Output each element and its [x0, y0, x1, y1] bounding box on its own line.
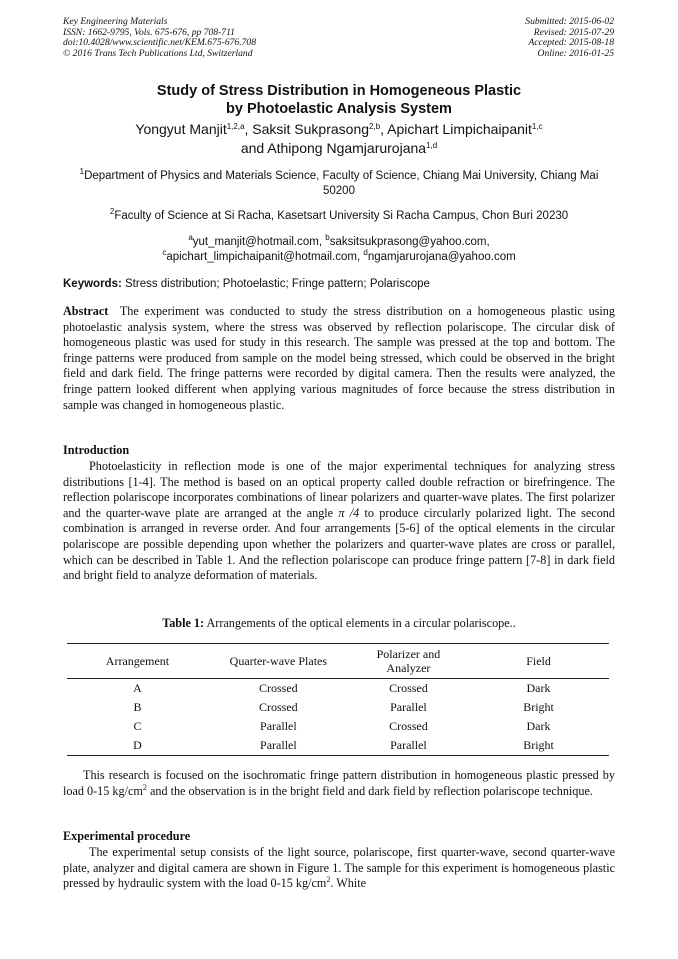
author-name: Yongyut Manjit — [135, 121, 227, 137]
date-accepted: Accepted: 2015-08-18 — [528, 37, 614, 49]
table-cell: D — [67, 736, 208, 756]
introduction-heading: Introduction — [63, 443, 130, 457]
table-cell: C — [133, 719, 142, 733]
table-row — [67, 717, 609, 736]
abstract-label: Abstract — [63, 304, 109, 318]
journal-copyright: © 2016 Trans Tech Publications Ltd, Switzerland — [63, 47, 253, 59]
email-mark: c — [162, 247, 167, 257]
title-line-2: by Photoelastic Analysis System — [226, 101, 452, 117]
research-text: and the observation is in the bright field and dark field by reflection polariscope technique. — [146, 783, 593, 798]
table-cell: Crossed — [389, 719, 428, 733]
table-caption-label: Table 1: — [162, 616, 205, 630]
table-cell: Parallel — [260, 719, 297, 733]
table-caption-text: Arrangements of the optical elements in a circular polariscope.. — [206, 616, 516, 630]
unit-superscript: 2 — [326, 875, 331, 885]
experimental-heading: Experimental procedure — [63, 829, 191, 843]
author-affil-mark: 1,d — [426, 141, 438, 150]
author-name: Apichart Limpichaipanit — [387, 121, 532, 137]
abstract — [63, 304, 615, 413]
table-header — [349, 644, 468, 679]
table-cell: A — [133, 681, 142, 695]
author-emails: $^a$yut_manjit@hotmail.com, $^b$saksitsukprasong@yahoo.com, $^c$apichart_limpichaipanit@hotmail.com, $^d$ngamjarurojana@yahoo.com — [162, 233, 516, 263]
table-cell: Crossed — [389, 681, 428, 695]
polariscope-table — [67, 643, 609, 756]
journal-doi: doi:10.4028/www.scientific.net/KEM.675-676.708 — [63, 37, 257, 49]
table-cell: Crossed — [259, 681, 298, 695]
experimental-paragraph — [63, 845, 615, 892]
email-mark: a — [188, 233, 193, 242]
experimental-text: The experimental setup consists of the light source, polariscope, first quarter-wave, second quarter-wave plate, analyzer and digital camera are shown in Figure 1. The sample for this experiment is homogeneous plastic pressed by hydraulic system with the load 0-15 kg/cm — [63, 845, 615, 891]
affiliation-mark: 1 — [79, 167, 85, 176]
author-name: Saksit Sukprasong — [252, 121, 370, 137]
table-row — [67, 679, 609, 699]
title-line-1: Study of Stress Distribution in Homogeneous Plastic — [156, 83, 522, 99]
table-cell: Dark — [526, 719, 551, 733]
table-cell: Parallel — [208, 736, 349, 756]
email-mark: b — [325, 233, 330, 242]
date-online: Online: 2016-01-25 — [537, 47, 614, 59]
affiliation-text: Faculty of Science at Si Racha, Kasetsart University Si Racha Campus, Chon Buri 20230 — [114, 210, 569, 222]
header-line: Polarizer and Analyzer — [376, 647, 441, 675]
affiliation-text: Department of Physics and Materials Science, Faculty of Science, Chiang Mai University, Chiang Mai 50200 — [84, 170, 599, 197]
affiliation-2 — [63, 209, 615, 224]
table-row — [67, 736, 609, 756]
affiliation-1 — [63, 169, 615, 199]
introduction-paragraph — [63, 459, 615, 584]
email-address[interactable]: yut_manjit@hotmail.com — [192, 236, 319, 248]
journal-info — [63, 17, 256, 59]
keywords-text: Stress distribution; Photoelastic; Fringe pattern; Polariscope — [125, 278, 430, 290]
email-mark: d — [363, 247, 368, 257]
intro-text: Photoelasticity in reflection mode is one of the major experimental techniques for analyzing stress distributions [1-4]. The method is based on an optical property called double refraction or birefringence. The reflection polariscope incorporates combinations of linear polarizers and quarter-wave plates. The first polarizer and the quarter-wave plate are arranged at the angle — [63, 459, 615, 520]
author-list: Yongyut Manjit$^{1,2,a}$, Saksit Sukprasong$^{2,b}$, Apichart Limpichaipanit$^{1,c}$ and Athipong Ngamjarurojana$^{1,d}$ — [135, 121, 543, 156]
table-row — [67, 698, 609, 717]
table-header: Field — [468, 644, 609, 679]
angle-symbol: π /4 — [338, 505, 360, 520]
intro-text: to produce circularly polarized light. The second combination is arranged in reverse order. And four arrangements [5-6] of the optical elements in the circular polariscope are possible depending upon whether the polarizers and quarter-wave plates are cross or parallel, which can be described in Table 1. And the reflection polariscope can produce fringe pattern [7-8] in dark field and bright field to analyze deformation of materials. — [63, 505, 615, 583]
keywords — [63, 277, 615, 292]
experimental-text: . White — [330, 876, 366, 891]
date-revised: Revised: 2015-07-29 — [533, 26, 614, 38]
author-name: Athipong Ngamjarurojana — [267, 140, 427, 156]
table-header: Quarter-wave Plates — [208, 644, 349, 679]
table-caption — [63, 616, 615, 631]
table-header-row — [67, 644, 609, 679]
table-cell: Parallel — [349, 736, 468, 756]
author-affil-mark: 2,b — [369, 122, 381, 131]
email-address[interactable]: apichart_limpichaipanit@hotmail.com — [166, 250, 357, 263]
journal-name: Key Engineering Materials — [63, 16, 168, 27]
author-conjunction: and — [240, 140, 265, 156]
table-header: Arrangement — [67, 644, 208, 679]
table-cell: Bright — [523, 700, 554, 714]
table-cell: Dark — [526, 681, 551, 695]
paper-title — [63, 82, 615, 118]
affiliation-mark: 2 — [109, 207, 115, 216]
email-address[interactable]: saksitsukprasong@yahoo.com — [329, 236, 487, 248]
date-submitted: Submitted: 2015-06-02 — [525, 16, 614, 27]
publication-dates — [525, 17, 614, 59]
unit-superscript: 2 — [142, 782, 147, 792]
table-cell: Crossed — [259, 700, 298, 714]
keywords-label: Keywords: — [63, 278, 122, 290]
table-cell: Bright — [468, 736, 609, 756]
research-paragraph — [63, 768, 615, 799]
journal-issn: ISSN: 1662-9795, Vols. 675-676, pp 708-711 — [63, 26, 235, 38]
table-cell: B — [133, 700, 142, 714]
research-text: This research is focused on the isochromatic fringe pattern distribution in homogeneous plastic pressed by load 0-15 kg/cm — [63, 768, 615, 798]
table-cell: Parallel — [390, 700, 427, 714]
author-affil-mark: 1,c — [531, 122, 543, 131]
abstract-text: The experiment was conducted to study the stress distribution on a homogeneous plastic using photoelastic analysis system, where the stress was observed by reflection polariscope. The circular disk of homogeneous plastic was used for study in this research. The sample was pressed at the top and bottom. The fringe patterns were produced from sample on the model being stressed, which could be observed in the bright field and dark field. The fringe patterns were recorded by digital camera. Then the results were analyzed, the fringe pattern looked different when applying various magnitudes of force because the stress distribution in sample was changed in homogeneous plastic. — [63, 304, 615, 412]
author-affil-mark: 1,2,a — [226, 122, 245, 131]
email-address[interactable]: ngamjarurojana@yahoo.com — [367, 250, 516, 263]
